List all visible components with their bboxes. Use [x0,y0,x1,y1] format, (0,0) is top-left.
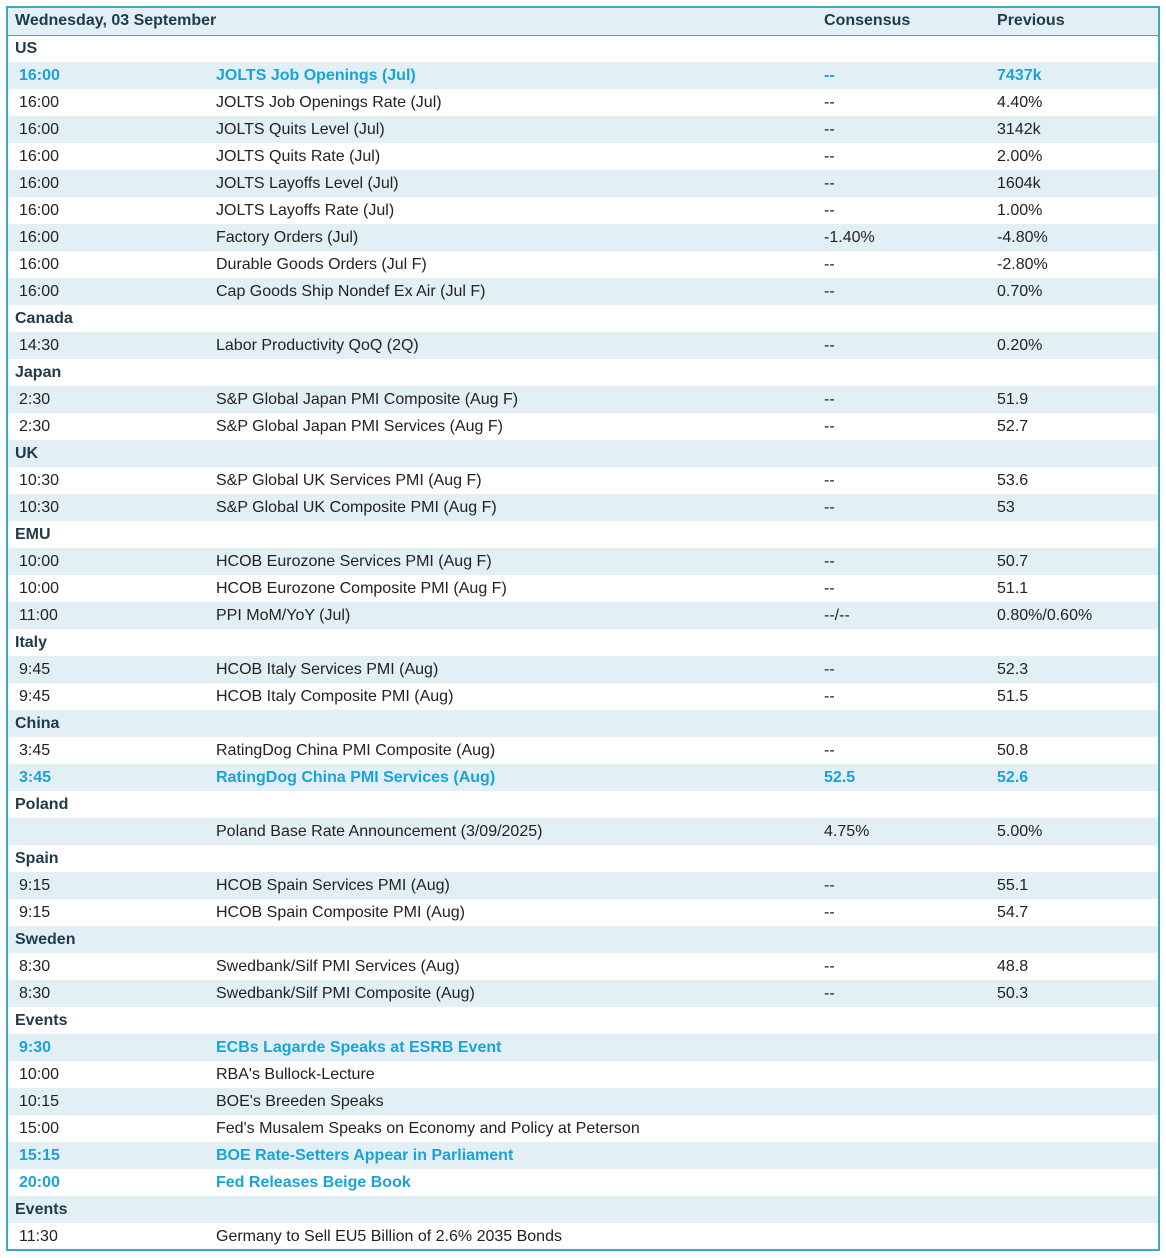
time-cell: 2:30 [19,390,51,408]
time-cell: 8:30 [19,984,51,1002]
time-cell: 9:15 [19,876,51,894]
event-cell: Germany to Sell EU5 Billion of 2.6% 2035 Bonds [216,1227,562,1245]
previous-cell: 48.8 [997,957,1029,975]
previous-cell: 53.6 [997,471,1029,489]
country-row [8,926,1158,953]
consensus-cell: -- [824,147,835,165]
consensus-cell: -- [824,471,835,489]
table-row [8,1115,1158,1142]
previous-cell: 52.7 [997,417,1029,435]
consensus-cell [817,1115,990,1142]
time-cell: 10:30 [19,498,60,516]
event-cell: JOLTS Job Openings Rate (Jul) [216,93,442,111]
table-row [8,1223,1158,1250]
time-cell: 3:45 [19,768,52,786]
table-row [8,278,1158,305]
consensus-cell: -- [824,336,835,354]
time-cell: 15:15 [19,1146,60,1164]
consensus-cell [817,1034,990,1061]
country-name: US [15,39,38,57]
event-cell: S&P Global Japan PMI Services (Aug F) [216,417,503,435]
country-row [8,521,1158,548]
time-cell: 11:30 [19,1227,58,1245]
consensus-cell: -- [824,903,835,921]
previous-cell: 51.1 [997,579,1029,597]
consensus-cell: 52.5 [824,768,856,786]
table-row [8,386,1158,413]
country-name: Events [15,1011,68,1029]
consensus-cell: 4.75% [824,822,870,840]
consensus-cell: -- [824,687,835,705]
previous-cell: 55.1 [997,876,1029,894]
consensus-cell [817,1223,990,1250]
table-row [8,413,1158,440]
previous-cell: 53 [997,498,1015,516]
previous-cell [990,1061,1158,1088]
previous-cell: 54.7 [997,903,1029,921]
event-cell: HCOB Eurozone Services PMI (Aug F) [216,552,492,570]
previous-cell: 4.40% [997,93,1043,111]
event-cell: Poland Base Rate Announcement (3/09/2025) [216,822,543,840]
consensus-cell: -- [824,552,835,570]
time-cell: 10:00 [19,1065,60,1083]
event-cell: JOLTS Layoffs Rate (Jul) [216,201,395,219]
event-cell: Swedbank/Silf PMI Composite (Aug) [216,984,475,1002]
country-row [8,1196,1158,1223]
time-cell: 3:45 [19,741,51,759]
time-cell: 16:00 [19,228,60,246]
table-row [8,683,1158,710]
event-cell: Durable Goods Orders (Jul F) [216,255,427,273]
time-cell: 20:00 [19,1173,60,1191]
table-row [8,1142,1158,1169]
consensus-cell [817,1088,990,1115]
country-row [8,845,1158,872]
previous-cell [990,1034,1158,1061]
country-name: EMU [15,525,51,543]
consensus-cell: -- [824,255,835,273]
event-cell: HCOB Spain Services PMI (Aug) [216,876,450,894]
country-row [8,629,1158,656]
event-cell: HCOB Italy Services PMI (Aug) [216,660,439,678]
table-row [8,602,1158,629]
event-cell: RatingDog China PMI Services (Aug) [216,768,496,786]
country-name: Sweden [15,930,76,948]
table-row [8,575,1158,602]
table-row [8,170,1158,197]
consensus-cell: -- [824,66,835,84]
table-row [8,872,1158,899]
previous-cell: 0.70% [997,282,1043,300]
country-name: UK [15,444,39,462]
consensus-cell: -- [824,417,835,435]
country-name: Canada [15,309,73,327]
country-name: Poland [15,795,69,813]
previous-cell: 51.9 [997,390,1029,408]
consensus-cell [817,1142,990,1169]
table-row [8,332,1158,359]
previous-cell: 1.00% [997,201,1043,219]
previous-cell: 52.3 [997,660,1029,678]
previous-cell: 50.8 [997,741,1029,759]
time-cell: 10:00 [19,579,60,597]
table-row [8,953,1158,980]
table-row [8,980,1158,1007]
consensus-cell: -- [824,174,835,192]
consensus-cell: -- [824,579,835,597]
consensus-cell [817,1061,990,1088]
consensus-cell [817,1169,990,1196]
event-cell: BOE Rate-Setters Appear in Parliament [216,1146,514,1164]
time-cell: 10:00 [19,552,60,570]
event-cell: Cap Goods Ship Nondef Ex Air (Jul F) [216,282,486,300]
previous-cell: -2.80% [997,255,1048,273]
table-row [8,1061,1158,1088]
table-row [8,1034,1158,1061]
previous-cell: 3142k [997,120,1041,138]
event-cell: Fed's Musalem Speaks on Economy and Policy at Peterson [216,1119,640,1137]
calendar-table [8,8,1158,1250]
previous-cell: 7437k [997,66,1042,84]
consensus-cell: -- [824,741,835,759]
event-cell: S&P Global UK Composite PMI (Aug F) [216,498,497,516]
time-cell: 15:00 [19,1119,60,1137]
event-cell: JOLTS Layoffs Level (Jul) [216,174,399,192]
table-row [8,1169,1158,1196]
consensus-cell: -- [824,876,835,894]
consensus-cell: -- [824,120,835,138]
event-cell: PPI MoM/YoY (Jul) [216,606,351,624]
event-cell: HCOB Eurozone Composite PMI (Aug F) [216,579,507,597]
time-cell [8,818,216,845]
time-cell: 14:30 [19,336,60,354]
previous-cell: 52.6 [997,768,1029,786]
table-row [8,656,1158,683]
previous-cell [990,1169,1158,1196]
country-row [8,440,1158,467]
consensus-cell: -1.40% [824,228,875,246]
time-cell: 9:30 [19,1038,52,1056]
previous-cell: 50.3 [997,984,1029,1002]
time-cell: 2:30 [19,417,51,435]
consensus-cell: --/-- [824,606,850,624]
time-cell: 9:45 [19,660,51,678]
time-cell: 16:00 [19,201,60,219]
previous-cell: 5.00% [997,822,1043,840]
event-cell: ECBs Lagarde Speaks at ESRB Event [216,1038,502,1056]
country-row [8,305,1158,332]
table-header [8,8,1158,35]
table-row [8,89,1158,116]
table-row [8,116,1158,143]
time-cell: 16:00 [19,120,60,138]
consensus-cell: -- [824,498,835,516]
table-row [8,548,1158,575]
previous-cell [990,1088,1158,1115]
consensus-cell: -- [824,984,835,1002]
time-cell: 16:00 [19,147,60,165]
country-row [8,710,1158,737]
event-cell: Fed Releases Beige Book [216,1173,411,1191]
consensus-cell: -- [824,390,835,408]
event-cell: HCOB Italy Composite PMI (Aug) [216,687,454,705]
time-cell: 16:00 [19,255,60,273]
previous-cell: 2.00% [997,147,1043,165]
country-name: Italy [15,633,48,651]
previous-cell: -4.80% [997,228,1048,246]
previous-cell [990,1223,1158,1250]
table-row [8,143,1158,170]
previous-cell [990,1115,1158,1142]
consensus-cell: -- [824,660,835,678]
event-cell: BOE's Breeden Speaks [216,1092,384,1110]
event-cell: Swedbank/Silf PMI Services (Aug) [216,957,460,975]
previous-heading: Previous [990,8,1158,35]
country-row [8,35,1158,62]
table-row [8,737,1158,764]
table-row [8,818,1158,845]
event-cell: S&P Global UK Services PMI (Aug F) [216,471,482,489]
event-cell: JOLTS Quits Level (Jul) [216,120,385,138]
table-row [8,62,1158,89]
country-name: China [15,714,60,732]
table-row [8,1088,1158,1115]
country-name: Japan [15,363,62,381]
time-cell: 16:00 [19,93,60,111]
country-row [8,1007,1158,1034]
event-cell: JOLTS Quits Rate (Jul) [216,147,381,165]
time-cell: 8:30 [19,957,51,975]
time-cell: 10:15 [19,1092,60,1110]
previous-cell [990,1142,1158,1169]
country-row [8,791,1158,818]
table-row [8,197,1158,224]
previous-cell: 0.80%/0.60% [997,606,1093,624]
date-heading: Wednesday, 03 September [8,8,817,35]
event-cell: RBA's Bullock-Lecture [216,1065,375,1083]
time-cell: 10:30 [19,471,60,489]
table-row [8,224,1158,251]
consensus-cell: -- [824,957,835,975]
time-cell: 16:00 [19,282,60,300]
time-cell: 16:00 [19,66,60,84]
table-row [8,764,1158,791]
country-name: Events [15,1200,68,1218]
time-cell: 16:00 [19,174,60,192]
consensus-cell: -- [824,201,835,219]
event-cell: RatingDog China PMI Composite (Aug) [216,741,496,759]
consensus-cell: -- [824,282,835,300]
event-cell: Factory Orders (Jul) [216,228,359,246]
table-row [8,494,1158,521]
table-row [8,251,1158,278]
previous-cell: 50.7 [997,552,1029,570]
previous-cell: 51.5 [997,687,1029,705]
time-cell: 11:00 [19,606,58,624]
previous-cell: 0.20% [997,336,1043,354]
event-cell: Labor Productivity QoQ (2Q) [216,336,419,354]
time-cell: 9:15 [19,903,51,921]
table-row [8,467,1158,494]
table-row [8,899,1158,926]
consensus-heading: Consensus [817,8,990,35]
consensus-cell: -- [824,93,835,111]
previous-cell: 1604k [997,174,1041,192]
country-name: Spain [15,849,59,867]
economic-calendar [6,6,1160,1251]
time-cell: 9:45 [19,687,51,705]
event-cell: JOLTS Job Openings (Jul) [216,66,416,84]
event-cell: S&P Global Japan PMI Composite (Aug F) [216,390,519,408]
country-row [8,359,1158,386]
event-cell: HCOB Spain Composite PMI (Aug) [216,903,465,921]
calendar-body [8,35,1158,1250]
